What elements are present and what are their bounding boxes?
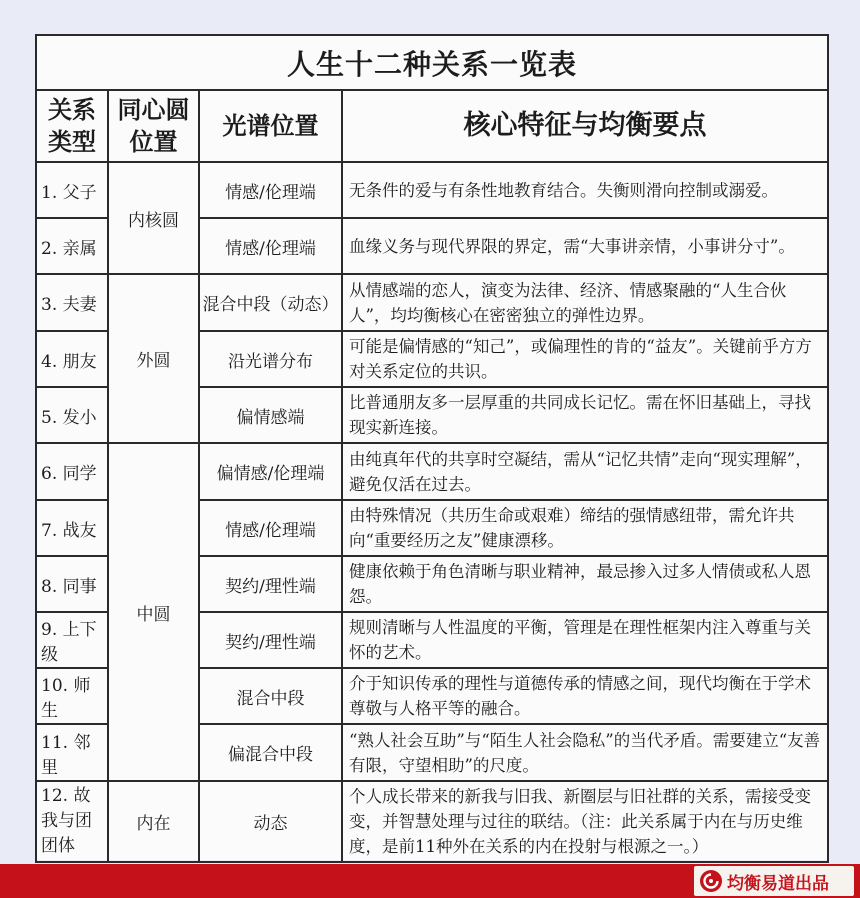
row-spectrum: 情感/伦理端 <box>199 218 342 274</box>
row-spectrum: 偏情感端 <box>199 387 342 443</box>
row-desc: 从情感端的恋人，演变为法律、经济、情感聚融的“人生合伙人”，均均衡核心在密密独立的弹性边界。 <box>342 274 828 331</box>
brand-logo-icon <box>699 869 723 893</box>
row-spectrum: 混合中段（动态） <box>199 274 342 331</box>
row-type: 7. 战友 <box>36 500 108 556</box>
header-type <box>36 90 108 162</box>
row-spectrum: 动态 <box>199 781 342 862</box>
group-outer: 外圆 <box>108 274 199 443</box>
row-desc: 健康依赖于角色清晰与职业精神，最忌掺入过多人情债或私人恩怨。 <box>342 556 828 612</box>
relationship-table-sheet <box>35 34 827 860</box>
row-type: 2. 亲属 <box>36 218 108 274</box>
row-spectrum: 契约/理性端 <box>199 612 342 668</box>
brand-name: 均衡易道出品 <box>727 873 829 894</box>
group-inner-core: 内核圆 <box>108 162 199 274</box>
group-inner: 内在 <box>108 781 199 862</box>
group-middle: 中圆 <box>108 443 199 781</box>
footer-bar <box>0 864 860 898</box>
table-title: 人生十二种关系一览表 <box>36 35 828 90</box>
row-spectrum: 偏情感/伦理端 <box>199 443 342 500</box>
relationship-table <box>35 34 829 863</box>
row-type: 8. 同事 <box>36 556 108 612</box>
header-circle <box>108 90 199 162</box>
row-desc: 无条件的爱与有条性地教育结合。失衡则滑向控制或溺爱。 <box>342 162 828 218</box>
row-desc: 血缘义务与现代界限的界定，需“大事讲亲情，小事讲分寸”。 <box>342 218 828 274</box>
header-spectrum: 光谱位置 <box>199 90 342 162</box>
row-spectrum: 情感/伦理端 <box>199 500 342 556</box>
row-type: 4. 朋友 <box>36 331 108 387</box>
row-desc: 由纯真年代的共享时空凝结，需从“记忆共情”走向“现实理解”，避免仅活在过去。 <box>342 443 828 500</box>
row-spectrum: 混合中段 <box>199 668 342 724</box>
row-desc: 介于知识传承的理性与道德传承的情感之间，现代均衡在于学术尊敬与人格平等的融合。 <box>342 668 828 724</box>
row-type: 11. 邻里 <box>36 724 108 781</box>
row-spectrum: 契约/理性端 <box>199 556 342 612</box>
row-spectrum: 偏混合中段 <box>199 724 342 781</box>
row-type: 12. 故我与团团体 <box>36 781 108 862</box>
row-type: 10. 师生 <box>36 668 108 724</box>
row-desc: 规则清晰与人性温度的平衡，管理是在理性框架内注入尊重与关怀的艺术。 <box>342 612 828 668</box>
row-type: 5. 发小 <box>36 387 108 443</box>
header-circle-label: 同心圆位置 <box>117 95 190 156</box>
brand-badge <box>694 866 854 896</box>
row-type: 1. 父子 <box>36 162 108 218</box>
row-type: 9. 上下级 <box>36 612 108 668</box>
header-core: 核心特征与均衡要点 <box>342 90 828 162</box>
row-desc: 可能是偏情感的“知己”，或偏理性的肯的“益友”。关键前乎方方对关系定位的共识。 <box>342 331 828 387</box>
row-desc: “熟人社会互助”与“陌生人社会隐私”的当代矛盾。需要建立“友善有限，守望相助”的尺度。 <box>342 724 828 781</box>
row-type: 3. 夫妻 <box>36 274 108 331</box>
header-type-label: 关系类型 <box>48 95 96 156</box>
row-spectrum: 情感/伦理端 <box>199 162 342 218</box>
row-desc: 比普通朋友多一层厚重的共同成长记忆。需在怀旧基础上，寻找现实新连接。 <box>342 387 828 443</box>
row-type: 6. 同学 <box>36 443 108 500</box>
row-desc: 由特殊情况（共历生命或艰难）缔结的强情感纽带，需允许共向“重要经历之友”健康漂移。 <box>342 500 828 556</box>
row-spectrum: 沿光谱分布 <box>199 331 342 387</box>
row-desc: 个人成长带来的新我与旧我、新圈层与旧社群的关系，需接受变变，并智慧处理与过往的联结。（注：此关系属于内在与历史维度，是前11种外在关系的内在投射与根源之一。） <box>342 781 828 862</box>
